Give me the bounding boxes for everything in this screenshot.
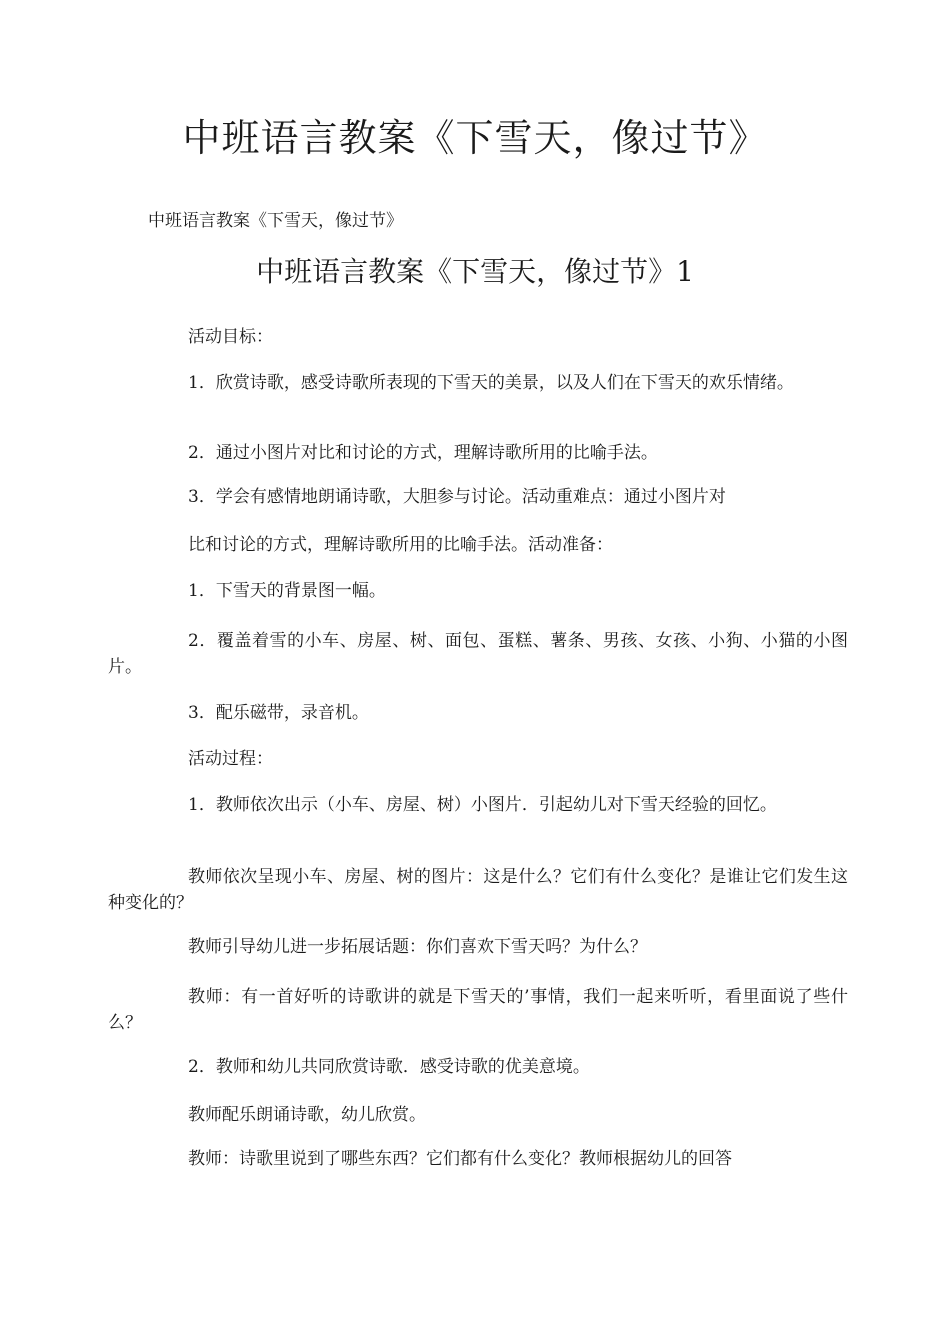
paragraph: 活动目标： <box>188 327 273 347</box>
section-title: 中班语言教案《下雪天，像过节》1 <box>256 255 694 288</box>
paragraph: 教师依次呈现小车、房屋、树的图片：这是什么？它们有什么变化？是谁让它们发生这种变化的？ <box>108 867 848 913</box>
paragraph: 2．通过小图片对比和讨论的方式，理解诗歌所用的比喻手法。 <box>188 443 658 463</box>
main-title: 中班语言教案《下雪天，像过节》 <box>182 116 768 160</box>
paragraph: 1．欣赏诗歌，感受诗歌所表现的下雪天的美景，以及人们在下雪天的欢乐情绪。 <box>188 373 794 393</box>
paragraph: 教师：诗歌里说到了哪些东西？它们都有什么变化？教师根据幼儿的回答 <box>188 1149 732 1169</box>
paragraph: 活动过程： <box>188 749 273 769</box>
paragraph: 比和讨论的方式，理解诗歌所用的比喻手法。活动准备： <box>188 535 613 555</box>
paragraph: 教师配乐朗诵诗歌，幼儿欣赏。 <box>188 1105 426 1125</box>
paragraph: 2．教师和幼儿共同欣赏诗歌．感受诗歌的优美意境。 <box>188 1057 590 1077</box>
paragraph: 1．教师依次出示（小车、房屋、树）小图片．引起幼儿对下雪天经验的回忆。 <box>188 795 777 815</box>
paragraph: 教师引导幼儿进一步拓展话题：你们喜欢下雪天吗？为什么？ <box>188 937 647 957</box>
paragraph: 2．覆盖着雪的小车、房屋、树、面包、蛋糕、薯条、男孩、女孩、小狗、小猫的小图片。 <box>108 631 848 677</box>
paragraph: 3．学会有感情地朗诵诗歌，大胆参与讨论。活动重难点：通过小图片对 <box>188 487 726 507</box>
paragraph: 1．下雪天的背景图一幅。 <box>188 581 386 601</box>
paragraph: 3．配乐磁带，录音机。 <box>188 703 369 723</box>
document-subtitle: 中班语言教案《下雪天，像过节》 <box>148 211 403 231</box>
paragraph: 教师：有一首好听的诗歌讲的就是下雪天的’事情，我们一起来听听，看里面说了些什么？ <box>108 987 848 1033</box>
